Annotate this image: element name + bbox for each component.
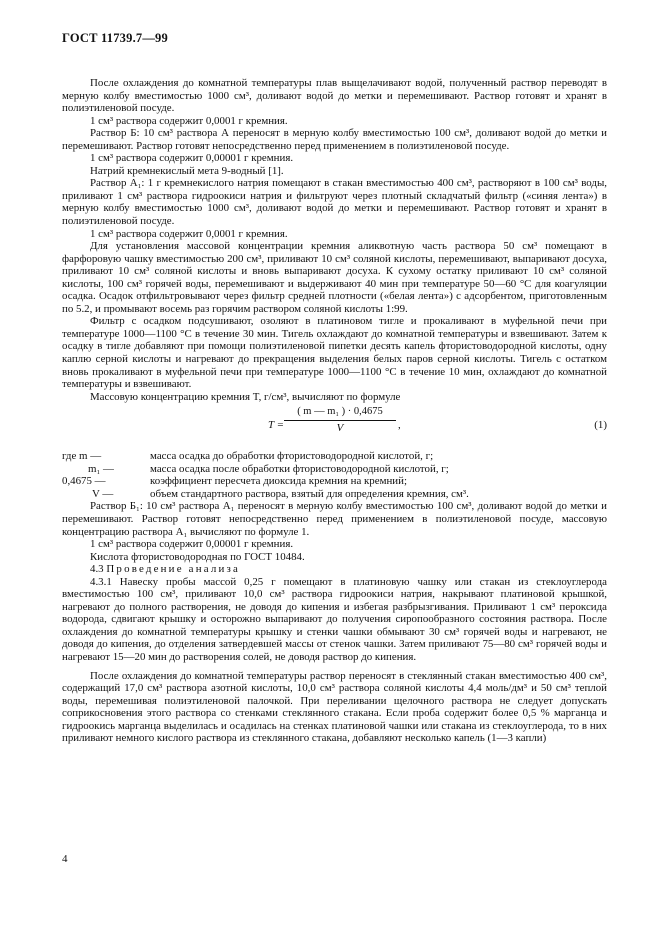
document-header: ГОСТ 11739.7—99: [62, 31, 168, 45]
paragraph: 1 см³ раствора содержит 0,0001 г кремния.: [90, 227, 288, 240]
formula-1: [62, 406, 607, 446]
definition-text: масса осадка до обработки фтористоводородной кислотой, г;: [150, 450, 434, 463]
paragraph: Массовую концентрацию кремния T, г/см³, вычисляют по формуле: [90, 390, 401, 403]
definition-symbol: V —: [92, 487, 114, 500]
paragraph: Раствор Б: 10 см³ раствора А переносят в мерную колбу вместимостью 100 см³, доливают водой до метки и перемешивают. Раствор готовят непосредственно перед применением в полиэтиленовой посуде.: [62, 127, 607, 152]
document-body: [62, 77, 607, 745]
paragraph: Для установления массовой концентрации кремния аликвотную часть раствора 50 см³ помещают в фарфоровую чашку вместимостью 200 см³, приливают 10 см³ соляной кислоты, перемешивают, выпаривают досуха, приливают 10 см³ соляной кислоты и вновь выпаривают досуха. К сухому остатку приливают 10 см³ соляной кислоты, 100 см³ горячей воды, перемешивают и выдерживают 40 мин при температуре 50—60 °С для коагуляции осадка. Осадок отфильтровывают через фильтр средней плотности («белая лента») с адсорбентом, приготовленным по 5.2, и промывают восемь раз горячим раствором соляной кислоты 1:99.: [62, 240, 607, 315]
formula-lhs: T =: [268, 419, 284, 432]
definition-symbol: m₁ —: [88, 462, 114, 475]
definition-symbol: где m —: [62, 450, 102, 463]
formula-definitions: [62, 450, 469, 500]
definition-text: масса осадка после обработки фтористоводородной кислотой, г;: [150, 462, 449, 475]
section-heading: [62, 563, 607, 576]
formula-number: (1): [594, 419, 607, 432]
paragraph: Раствор Б₁: 10 см³ раствора А₁ переносят в мерную колбу вместимостью 100 см³, доливают водой до метки и перемешивают. Раствор готовят непосредственно перед применением в полиэтиленовой посуде, массовую концентрацию раствора А₁ вычисляют по формуле 1.: [62, 500, 607, 538]
paragraph: Фильтр с осадком подсушивают, озоляют в платиновом тигле и прокаливают в муфельной печи при температуре 1000—1100 °С в течение 30 мин. Тигель охлаждают до комнатной температуры и взвешивают. Затем к осадку в тигле добавляют при помощи полиэтиленовой пипетки десять капель фтористоводородной кислоты, одну каплю серной кислоты и нагревают до прекращения выделения белых паров серной кислоты. Тигель с остатком вновь прокаливают в муфельной печи при температуре 1000—1100 °С в течение 10 мин, охлаждают до комнатной температуры и взвешивают.: [62, 315, 607, 391]
definition-symbol: 0,4675 —: [62, 475, 106, 488]
formula-denominator: V: [336, 421, 344, 434]
formula-numerator: ( m — m₁ ) · 0,4675: [284, 406, 396, 421]
formula-comma: ,: [398, 419, 401, 432]
paragraph: Раствор А₁: 1 г кремнекислого натрия помещают в стакан вместимостью 400 см³, растворяют в 100 см³ воды, приливают 1 см³ раствора гидроокиси натрия и фильтруют через плотный складчатый фильтр («синяя лента») в мерную колбу вместимостью 1000 см³, доливают водой до метки и перемешивают. Раствор готовят и хранят в полиэтиленовой посуде.: [62, 177, 607, 228]
formula-fraction: [284, 406, 396, 434]
paragraph: После охлаждения до комнатной температуры плав выщелачивают водой, полученный раствор переводят в мерную колбу вместимостью 1000 см³, доливают водой до метки и перемешивают. Раствор готовят и хранят в полиэтиленовой посуде.: [62, 77, 607, 115]
definition-text: коэффициент пересчета диоксида кремния на кремний;: [150, 475, 407, 488]
section-number: 4.3: [90, 563, 104, 576]
definition-row: [62, 475, 469, 488]
definition-row: [62, 488, 469, 501]
paragraph: Кислота фтористоводородная по ГОСТ 10484.: [90, 550, 305, 563]
paragraph: 1 см³ раствора содержит 0,0001 г кремния.: [90, 114, 288, 127]
definition-row: [62, 450, 469, 463]
section-title: Проведение анализа: [106, 563, 241, 576]
paragraph: После охлаждения до комнатной температуры раствор переносят в стеклянный стакан вместимостью 400 см³, содержащий 17,0 см³ раствора азотной кислоты, 10,0 см³ раствора соляной кислоты 4,4 моль/дм³ и 50 см³ теплой воды, перемешивая полиэтиленовой палочкой. При переливании щелочного раствора не следует допускать соприкосновения этого раствора со стенками стеклянного стакана. Если проба содержит более 0,5 % марганца и гидроокись марганца выделилась и осадилась на стенках платиновой чашки или стакана из стеклоуглерода, то в них приливают немного кислого раствора из стеклянного стакана, добавляют несколько капель (1—3 капли): [62, 669, 607, 745]
paragraph: 1 см³ раствора содержит 0,00001 г кремния.: [90, 538, 294, 551]
definition-text: объем стандартного раствора, взятый для определения кремния, см³.: [150, 487, 469, 500]
paragraph: 1 см³ раствора содержит 0,00001 г кремния.: [90, 152, 294, 165]
paragraph: Натрий кремнекислый мета 9-водный [1].: [90, 164, 284, 177]
paragraph: 4.3.1 Навеску пробы массой 0,25 г помещают в платиновую чашку или стакан из стеклоуглерода вместимостью 100 см³, приливают 10,0 см³ раствора гидроокиси натрия, накрывают платиновой крышкой, нагревают до полного растворения, не доводя до кипения и избегая разбрызгивания. Приливают 1 см³ пероксида водорода, сдвигают крышку и осторожно выпаривают до получения сиропообразного состояния раствора. После охлаждения до комнатной температуры крышку и стенки чашки обмывают 30 см³ горячей воды и нагревают, не доводя до кипения, до отделения затвердевшей массы от стенок чашки. Затем приливают 75—80 см³ горячей воды и нагревают 15—20 мин до растворения солей, не доводя раствор до кипения.: [62, 575, 607, 663]
page-number: 4: [62, 853, 68, 865]
definition-row: [62, 463, 469, 476]
